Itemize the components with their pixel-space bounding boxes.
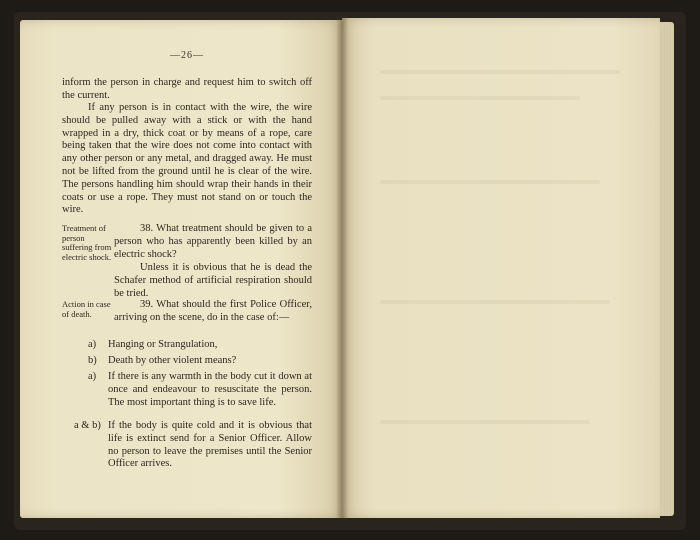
bleed-through-mark — [380, 300, 610, 304]
item-text: Death by other violent means? — [108, 355, 237, 366]
bleed-through-mark — [380, 70, 620, 74]
paragraph-2: If any person is in contact with the wire, the wire should be pulled away with a stick or with the hand wrapped in a dry, thick coat or by means of a rope, care being taken that the wire does not come into contact with any other person or any metal, and dragged away. He must not be lifted from the ground until he is clear of the wire. The persons handling him should wrap their hands in their coats or use a rope. They must not stand on or touch the wire. — [62, 102, 312, 216]
item-label: a & b) — [74, 420, 101, 431]
margin-note-39: Action in case of death. — [62, 299, 111, 319]
item-label: a) — [88, 371, 97, 382]
book-spine — [336, 16, 348, 520]
page-number: —26— — [170, 50, 204, 61]
item-label: a) — [88, 339, 97, 350]
margin-note-38: Treatment of person suffering from electric shock. — [62, 223, 112, 262]
question-38: 38. What treatment should be given to a person who has apparently been killed by an electric shock? — [114, 223, 312, 260]
bleed-through-mark — [380, 180, 600, 184]
answer-38: Unless it is obvious that he is dead the Schafer method of artificial respiration should be tried. — [114, 262, 312, 299]
page-edges — [660, 22, 674, 516]
right-page — [342, 18, 660, 518]
item-label: b) — [88, 355, 97, 366]
item-text: If there is any warmth in the body cut it down at once and endeavour to resuscitate the person. The most important thing is to save life. — [108, 371, 312, 408]
item-text: If the body is quite cold and it is obvious that life is extinct send for a Senior Officer. Allow no person to leave the premises until the Senior Officer arrives. — [108, 420, 312, 470]
item-text: Hanging or Strangulation, — [108, 339, 218, 350]
bleed-through-mark — [380, 420, 590, 424]
question-39: 39. What should the first Police Officer, arriving on the scene, do in the case of:— — [114, 299, 312, 323]
bleed-through-mark — [380, 96, 580, 100]
paragraph-1: inform the person in charge and request him to switch off the current. — [62, 77, 312, 101]
